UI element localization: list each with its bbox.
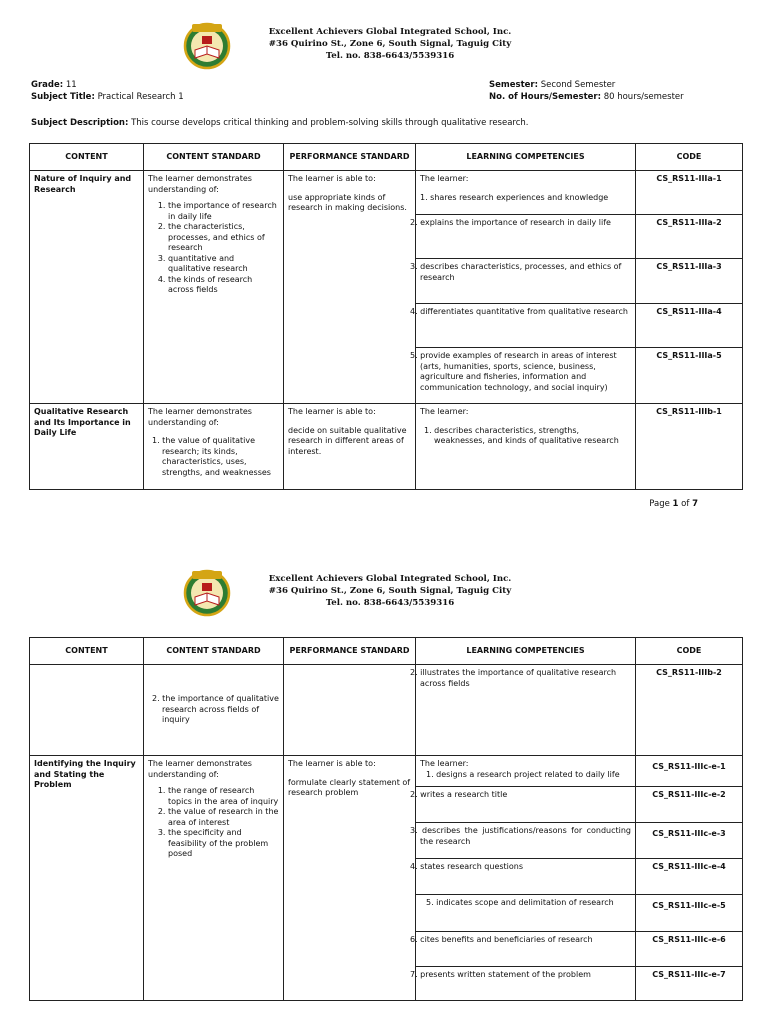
semester-value: Second Semester (540, 80, 616, 90)
code-cell: CS_RS11-IIIc-e-1 (636, 756, 743, 787)
competency-cell: 5. indicates scope and delimitation of research (416, 895, 636, 932)
cs-intro: The learner demonstrates understanding of: (148, 759, 252, 779)
ps-text: decide on suitable qualitative research in different areas of interest. (288, 425, 407, 456)
competency-cell: 2. explains the importance of research in daily life (416, 215, 636, 259)
list-item: 1. the range of research topics in the area of inquiry (168, 786, 279, 807)
school-tel: Tel. no. 838-6643/5539316 (325, 51, 455, 61)
topic-cell: Nature of Inquiry and Research (30, 171, 144, 404)
page-num: 1 (672, 499, 679, 509)
list-item: 1. the importance of research in daily life (168, 201, 279, 222)
school-tel: Tel. no. 838-6643/5539316 (325, 598, 455, 608)
table-row (30, 171, 743, 215)
competency-cell: 2. writes a research title (416, 787, 636, 823)
list-item: 3. quantitative and qualitative research (168, 254, 279, 275)
content-standard-cell (144, 404, 284, 490)
semester-line (489, 79, 615, 91)
school-address: #36 Quirino St., Zone 6, South Signal, Taguig City (268, 586, 512, 596)
col-performance-standard: PERFORMANCE STANDARD (284, 638, 416, 665)
grade-line (31, 79, 77, 91)
col-competencies: LEARNING COMPETENCIES (416, 638, 636, 665)
subject-label: Subject Title: (31, 92, 95, 102)
school-logo-icon (183, 22, 231, 70)
document-page-2 (0, 525, 768, 1024)
code-cell: CS_RS11-IIIa-2 (636, 215, 743, 259)
cs-item: 2. the importance of qualitative research across fields of inquiry (152, 694, 279, 725)
topic-cell: Identifying the Inquiry and Stating the Problem (30, 756, 144, 1001)
col-code: CODE (636, 144, 743, 171)
competency-cell: 6. cites benefits and beneficiaries of research (416, 932, 636, 967)
list-item: 4. the kinds of research across fields (168, 275, 279, 296)
competency-cell: 3. describes the justifications/reasons for conducting the research (416, 823, 636, 859)
list-item: 2. the value of research in the area of interest (168, 807, 279, 828)
school-header (0, 565, 768, 620)
content-standard-cell (144, 756, 284, 1001)
topic-cell: Qualitative Research and Its Importance in Daily Life (30, 404, 144, 490)
competency-cell: 7. presents written statement of the problem (416, 967, 636, 1001)
code-cell: CS_RS11-IIIc-e-7 (636, 967, 743, 1001)
list-item: 2. the characteristics, processes, and ethics of research (168, 222, 279, 254)
competency-text: 1. shares research experiences and knowledge (420, 192, 609, 202)
col-content: CONTENT (30, 144, 144, 171)
code-cell: CS_RS11-IIIa-5 (636, 348, 743, 404)
cs-item: 1. the value of qualitative research; its kinds, characteristics, uses, strengths, and weaknesses (152, 436, 271, 477)
hours-label: No. of Hours/Semester: (489, 92, 601, 102)
ps-intro: The learner is able to: (288, 174, 376, 183)
grade-label: Grade: (31, 80, 64, 90)
curriculum-table-page-1 (29, 143, 743, 490)
competency-cell: 4. differentiates quantitative from qualitative research (416, 304, 636, 348)
code-cell: CS_RS11-IIIc-e-4 (636, 859, 743, 895)
semester-label: Semester: (489, 80, 538, 90)
hours-line (489, 91, 684, 103)
hours-value: 80 hours/semester (603, 92, 684, 102)
school-logo-icon (183, 569, 231, 617)
performance-standard-cell (284, 665, 416, 756)
cs-list (148, 201, 279, 296)
grade-value: 11 (65, 80, 77, 90)
school-info (240, 26, 540, 62)
performance-standard-cell (284, 171, 416, 404)
code-cell: CS_RS11-IIIc-e-2 (636, 787, 743, 823)
topic-cell (30, 665, 144, 756)
subject-line (31, 91, 184, 103)
code-cell: CS_RS11-IIIc-e-6 (636, 932, 743, 967)
competency-text: 1. designs a research project related to daily life (426, 769, 620, 779)
page-label: Page (649, 499, 670, 509)
code-cell: CS_RS11-IIIb-2 (636, 665, 743, 756)
table-header-row (30, 144, 743, 171)
col-code: CODE (636, 638, 743, 665)
school-name: Excellent Achievers Global Integrated School, Inc. (268, 27, 512, 37)
page-number (649, 499, 698, 509)
school-address: #36 Quirino St., Zone 6, South Signal, Taguig City (268, 39, 512, 49)
code-cell: CS_RS11-IIIa-3 (636, 259, 743, 304)
list-item: 3. the specificity and feasibility of the problem posed (168, 828, 279, 860)
cs-intro: The learner demonstrates understanding of: (148, 174, 252, 194)
competency-cell: 5. provide examples of research in areas of interest (arts, humanities, sports, science, business, agriculture and fisheries, information and communication technology, and social inquiry) (416, 348, 636, 404)
school-header (0, 18, 768, 73)
table-row (30, 404, 743, 490)
code-cell: CS_RS11-IIIc-e-3 (636, 823, 743, 859)
code-cell: CS_RS11-IIIc-e-5 (636, 895, 743, 932)
competency-text: 1. describes characteristics, strengths, weaknesses, and kinds of qualitative research (424, 425, 619, 445)
content-standard-cell (144, 171, 284, 404)
competency-cell (416, 756, 636, 787)
description-value: This course develops critical thinking and problem-solving skills through qualitative research. (131, 118, 529, 128)
curriculum-table-page-2 (29, 637, 743, 1001)
school-name: Excellent Achievers Global Integrated School, Inc. (268, 574, 512, 584)
school-info (240, 573, 540, 609)
subject-description (31, 117, 529, 129)
performance-standard-cell (284, 756, 416, 1001)
competency-cell: 4. states research questions (416, 859, 636, 895)
col-competencies: LEARNING COMPETENCIES (416, 144, 636, 171)
code-cell: CS_RS11-IIIb-1 (636, 404, 743, 490)
page-total: 7 (692, 499, 698, 509)
ps-intro: The learner is able to: (288, 759, 376, 768)
learner-label: The learner: (420, 407, 469, 416)
ps-text: formulate clearly statement of research problem (288, 777, 411, 797)
page-of: of (681, 499, 690, 509)
content-standard-cell (144, 665, 284, 756)
performance-standard-cell (284, 404, 416, 490)
learner-label: The learner: (420, 174, 469, 183)
competency-cell (416, 171, 636, 215)
ps-intro: The learner is able to: (288, 407, 376, 416)
table-header-row (30, 638, 743, 665)
competency-cell (416, 404, 636, 490)
table-row (30, 665, 743, 756)
cs-intro: The learner demonstrates understanding of: (148, 407, 252, 427)
competency-cell: 2. illustrates the importance of qualitative research across fields (416, 665, 636, 756)
cs-list (148, 786, 279, 860)
code-cell: CS_RS11-IIIa-4 (636, 304, 743, 348)
col-performance-standard: PERFORMANCE STANDARD (284, 144, 416, 171)
col-content: CONTENT (30, 638, 144, 665)
competency-cell: 3. describes characteristics, processes, and ethics of research (416, 259, 636, 304)
col-content-standard: CONTENT STANDARD (144, 144, 284, 171)
code-cell: CS_RS11-IIIa-1 (636, 171, 743, 215)
learner-label: The learner: (420, 759, 469, 768)
subject-value: Practical Research 1 (97, 92, 184, 102)
description-label: Subject Description: (31, 118, 129, 128)
ps-text: use appropriate kinds of research in making decisions. (288, 192, 407, 212)
col-content-standard: CONTENT STANDARD (144, 638, 284, 665)
table-row (30, 756, 743, 787)
